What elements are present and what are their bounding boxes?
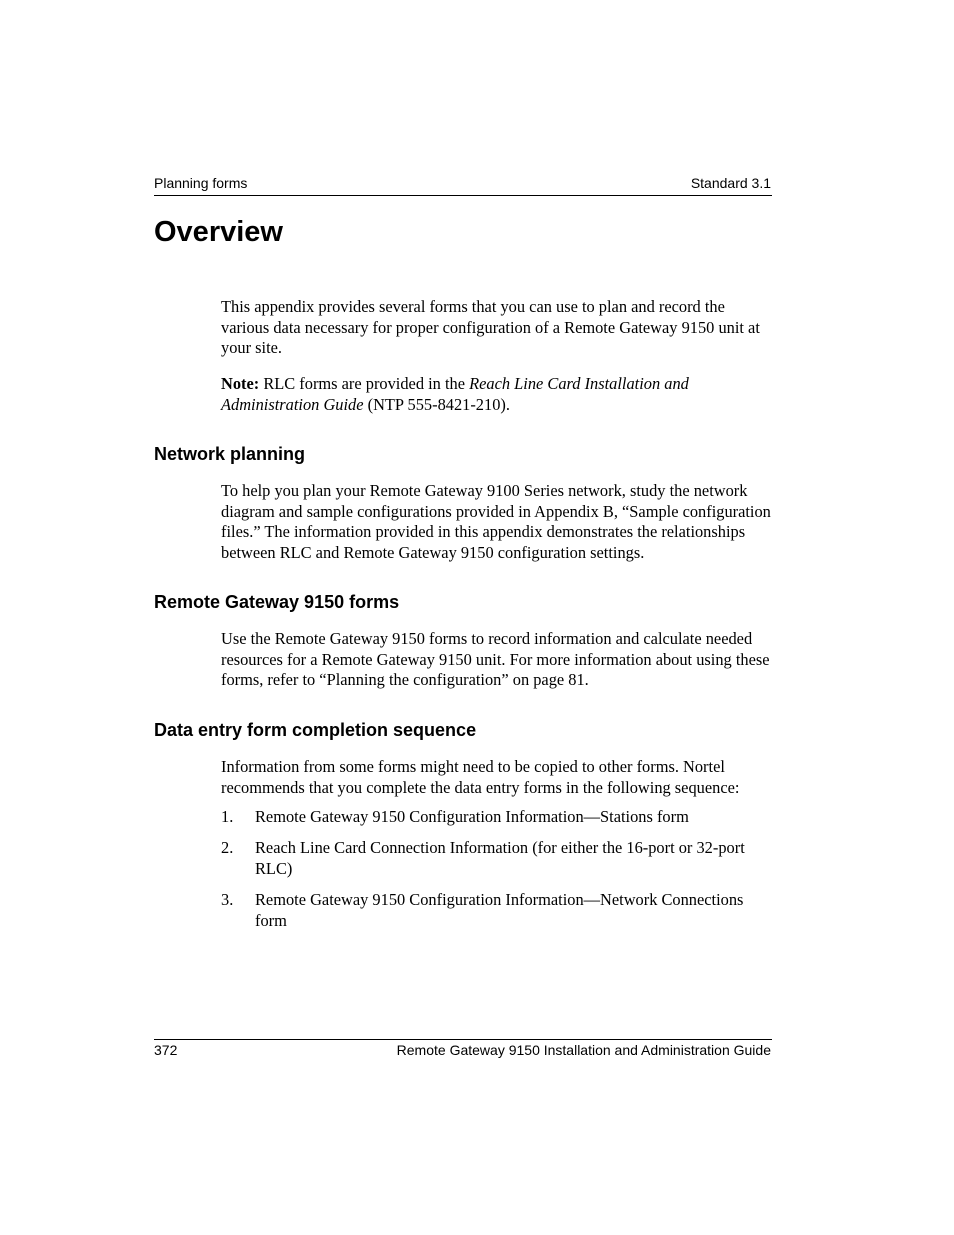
heading-gateway-forms: Remote Gateway 9150 forms xyxy=(154,592,400,612)
running-header-section: Planning forms xyxy=(154,175,248,191)
header-rule xyxy=(154,195,772,196)
running-header-standard: Standard 3.1 xyxy=(690,175,771,191)
note-text-post: (NTP 555-8421-210). xyxy=(363,394,510,414)
note-text-pre: RLC forms are provided in the xyxy=(259,374,470,393)
note-label: Note: xyxy=(221,374,260,393)
note-paragraph xyxy=(221,374,773,415)
list-item-text: Reach Line Card Connection Information (for either the 16-port or 32-port RLC) xyxy=(255,838,745,878)
list-item-number: 3. xyxy=(221,890,234,909)
page-number: 372 xyxy=(154,1042,178,1058)
list-item xyxy=(221,838,773,879)
list-item xyxy=(221,807,773,828)
network-planning-body: To help you plan your Remote Gateway 9100 Series network, study the network diagram and sample configurations provided in Appendix B, “Sample configuration files.” The information provided in this appendix demonstrates the relationships between RLC and Remote Gateway 9150 configuration settings. xyxy=(221,481,771,562)
list-item-number: 1. xyxy=(221,807,234,826)
list-item-text: Remote Gateway 9150 Configuration Information—Network Connections form xyxy=(255,890,744,930)
completion-sequence-body: Information from some forms might need to be copied to other forms. Nortel recommends that you complete the data entry forms in the following sequence: xyxy=(221,757,740,797)
footer-rule xyxy=(154,1039,772,1040)
list-item-text: Remote Gateway 9150 Configuration Information—Stations form xyxy=(255,807,689,826)
heading-network-planning: Network planning xyxy=(154,444,306,464)
list-item xyxy=(221,890,773,931)
intro-paragraph: This appendix provides several forms that you can use to plan and record the various data necessary for proper configuration of a Remote Gateway 9150 unit at your site. xyxy=(221,297,760,357)
gateway-forms-body: Use the Remote Gateway 9150 forms to record information and calculate needed resources for a Remote Gateway 9150 unit. For more information about using these forms, refer to “Planning the configuration” on page 81. xyxy=(221,629,770,689)
note-guide-title: Reach Line Card Installation and Administration Guide xyxy=(221,374,689,414)
page-title: Overview xyxy=(154,216,283,248)
footer-guide-title: Remote Gateway 9150 Installation and Administration Guide xyxy=(396,1042,771,1058)
heading-completion-sequence: Data entry form completion sequence xyxy=(154,720,477,740)
list-item-number: 2. xyxy=(221,838,234,857)
